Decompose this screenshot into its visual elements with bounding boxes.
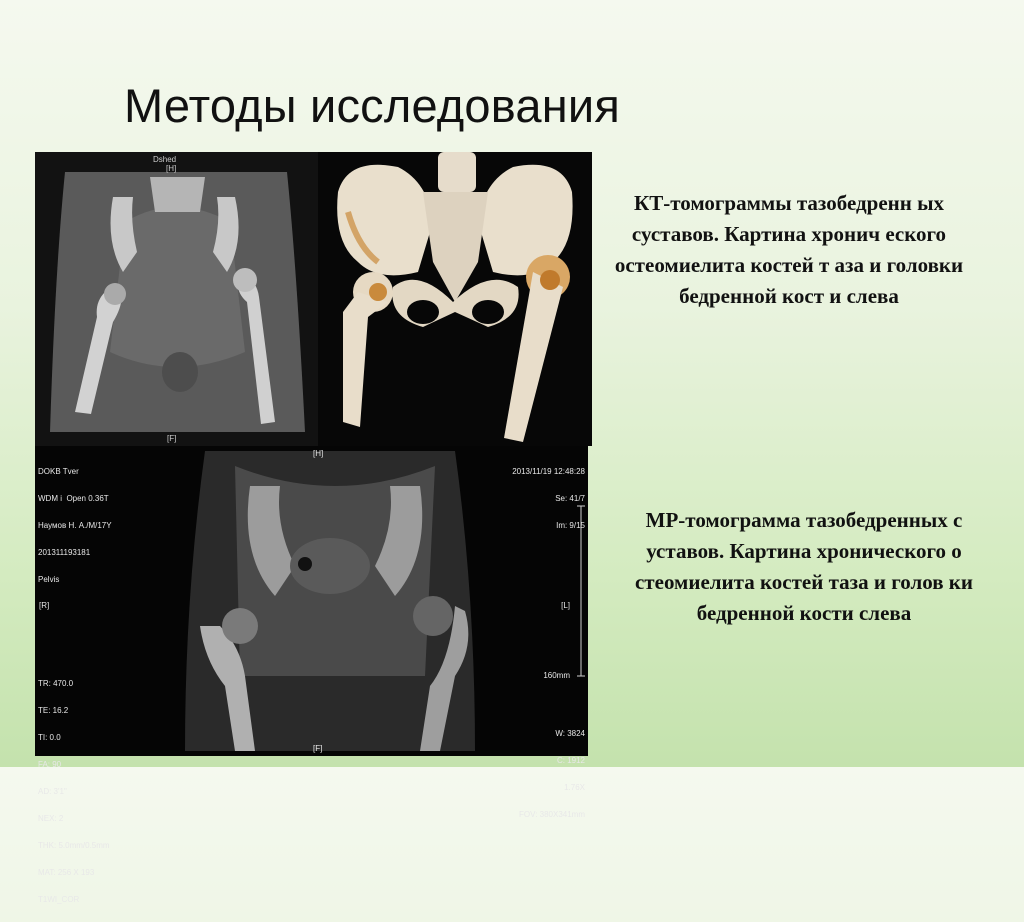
mri-info-line: W: 3824: [555, 729, 585, 738]
mri-drawing: [35, 446, 588, 756]
mri-info-line: DOKB Tver: [38, 467, 79, 476]
ct-top-label: Dshed: [153, 155, 177, 164]
mri-info-line: MAT: 256 X 193: [38, 868, 95, 877]
mri-info-line: FA: 90: [38, 760, 62, 769]
ct-coronal-image: [35, 152, 319, 446]
mri-bottom-right-info: [519, 711, 585, 837]
ct-top-marker: [H]: [166, 164, 177, 173]
mri-top-right-info: [512, 449, 585, 548]
mri-info-line: FOV: 380X341mm: [519, 810, 585, 819]
mri-bottom-left-info: [38, 661, 110, 922]
mri-info-line: 1.76X: [564, 783, 585, 792]
mri-right-marker: [L]: [561, 601, 570, 610]
mri-info-line: Наумов Н. А./M/17Y: [38, 521, 112, 530]
mri-image: [35, 446, 588, 904]
mri-info-line: C: 1912: [556, 756, 585, 765]
mri-info-line: WDM i Open 0.36T: [38, 494, 109, 503]
ct-coronal-drawing: [35, 152, 319, 446]
mri-bottom-marker: [F]: [313, 744, 323, 753]
mri-info-line: AD: 3'1": [38, 787, 67, 796]
mri-info-line: 2013/11/19 12:48:28: [512, 467, 585, 476]
ct-bottom-marker: [F]: [167, 434, 177, 443]
mri-info-line: Pelvis: [38, 575, 60, 584]
ct-3d-drawing: [318, 152, 592, 446]
slide-title: Методы исследования: [124, 79, 621, 132]
mri-info-line: 201311193181: [38, 548, 91, 557]
ct-3d-reconstruction-image: [318, 152, 592, 446]
mri-info-line: TI: 0.0: [38, 733, 61, 742]
mri-scale-label: 160mm: [543, 671, 570, 680]
mri-info-line: Se: 41/7: [555, 494, 585, 503]
mri-info-line: NEX: 2: [38, 814, 64, 823]
mri-left-marker: [R]: [39, 601, 50, 610]
mri-top-marker: [H]: [313, 449, 324, 458]
mri-caption: МР-томограмма тазобедренных с уставов. Картина хронического о стеомиелита костей таза и голов ки бедренной кости слева: [634, 508, 973, 625]
mri-info-line: THK: 5.0mm/0.5mm: [38, 841, 110, 850]
mri-info-line: T1WI_COR: [38, 895, 80, 904]
mri-info-line: TR: 470.0: [38, 679, 74, 688]
mri-info-line: Im: 9/15: [556, 521, 585, 530]
ct-caption: КТ-томограммы тазобедренн ых суставов. Картина хронич еского остеомиелита костей т аза и головки бедренной кост и слева: [614, 191, 964, 308]
mri-info-line: TE: 16.2: [38, 706, 69, 715]
mri-top-left-info: [38, 449, 112, 602]
